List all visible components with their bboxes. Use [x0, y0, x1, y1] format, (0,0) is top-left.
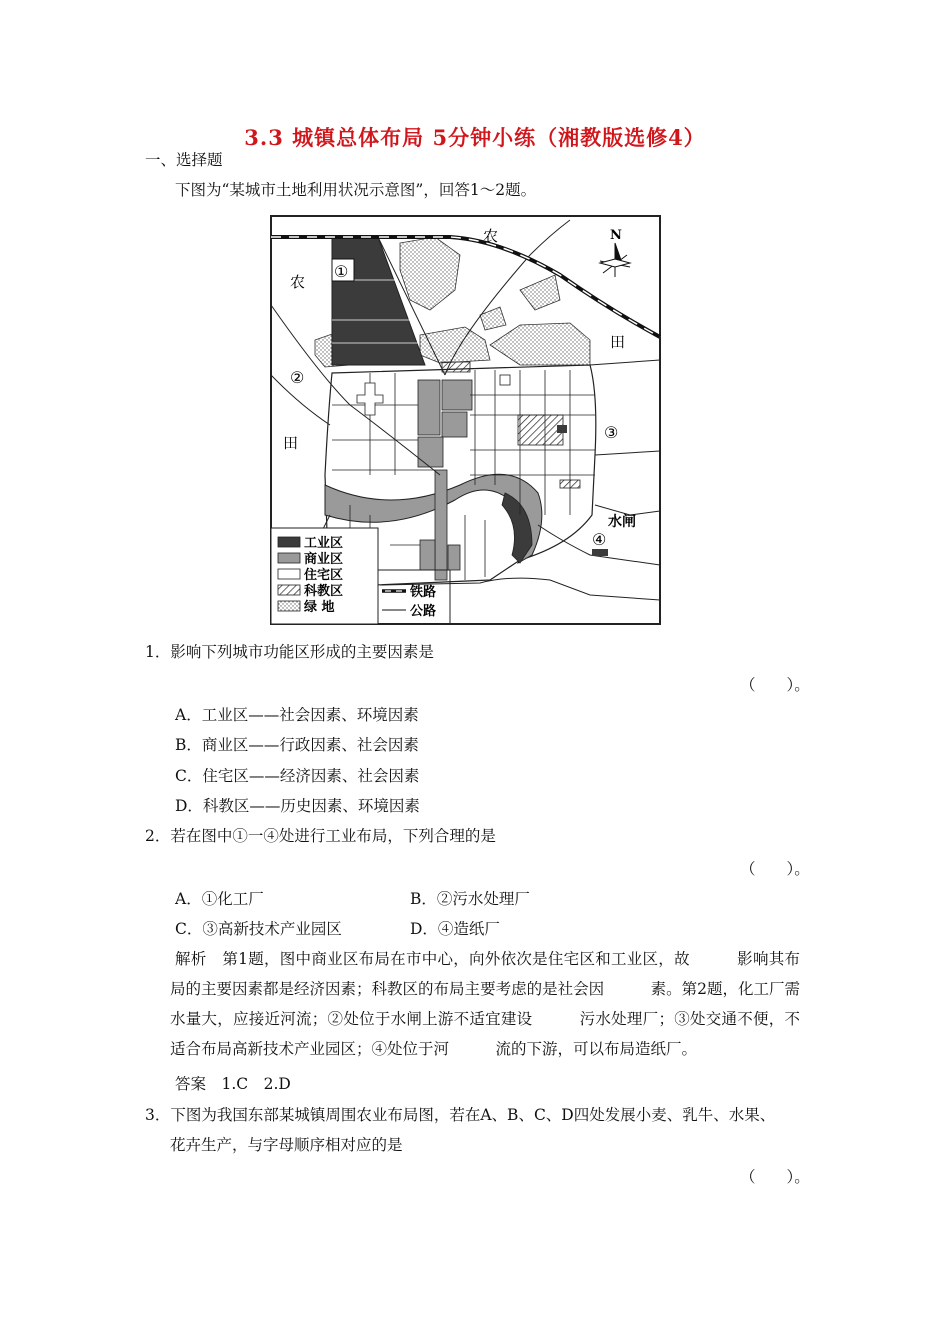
label-site-3: ③ [604, 423, 619, 442]
legend-education: 科教区 [304, 584, 344, 599]
q3-stem-line2: 花卉生产，与字母顺序相对应的是 [170, 1136, 403, 1154]
north-label: N [610, 228, 622, 243]
legend-road: 公路 [410, 604, 437, 619]
intro-text: 下图为“某城市土地利用状况示意图”，回答1～2题。 [175, 181, 537, 199]
label-nong-left: 农 [290, 273, 306, 291]
analysis-text: 解析 第1题，图中商业区布局在市中心，向外依次是住宅区和工业区，故 影响其布局的主要因素都是经济因素；科教区的布局主要考虑的是社会因 素。第2题，化工厂需水量大，应接近河流；②处位于水闸上游不适宜建设 污水处理厂；③处交通不便，不适合布局高新技术产业园区；④处位于河 流的下游，可以布局造纸厂。 [170, 950, 800, 1058]
answer-text: 答案 1.C 2.D [175, 1075, 291, 1093]
q1-option-a[interactable]: A．工业区——社会因素、环境因素 [175, 706, 419, 724]
legend-railway: 铁路 [410, 585, 437, 600]
legend-green: 绿 地 [304, 600, 335, 615]
legend-industrial: 工业区 [304, 536, 344, 551]
label-site-2: ② [290, 368, 305, 387]
q2-answer-blank[interactable]: （ ）。 [740, 860, 810, 878]
q2-option-c[interactable]: C．③高新技术产业园区 [175, 920, 342, 938]
label-site-1: ① [334, 262, 349, 281]
q2-option-a[interactable]: A．①化工厂 [175, 890, 264, 908]
q1-option-c[interactable]: C．住宅区——经济因素、社会因素 [175, 767, 420, 785]
label-site-4: ④ [592, 530, 607, 549]
q2-option-b[interactable]: B．②污水处理厂 [410, 890, 530, 908]
q3-stem-line1: 3．下图为我国东部某城镇周围农业布局图，若在A、B、C、D四处发展小麦、乳牛、水果、 [145, 1106, 776, 1124]
q1-stem: 1．影响下列城市功能区形成的主要因素是 [145, 643, 434, 661]
legend-residential: 住宅区 [304, 568, 344, 583]
legend-commercial: 商业区 [304, 552, 344, 567]
site-4-block [592, 549, 608, 556]
q1-answer-blank[interactable]: （ ）。 [740, 676, 810, 694]
q2-option-d[interactable]: D．④造纸厂 [410, 920, 500, 938]
section-heading: 一、选择题 [145, 151, 223, 169]
page-title: 3.3 城镇总体布局 5分钟小练（湘教版选修4） [244, 125, 706, 150]
label-sluice: 水闸 [608, 514, 636, 530]
label-nong-top: 农 [483, 227, 499, 245]
land-use-map [270, 215, 661, 625]
q1-option-b[interactable]: B．商业区——行政因素、社会因素 [175, 736, 419, 754]
label-tian-right: 田 [610, 333, 626, 351]
label-tian-left: 田 [283, 434, 299, 452]
q1-option-d[interactable]: D．科教区——历史因素、环境因素 [175, 797, 420, 815]
q3-answer-blank[interactable]: （ ）。 [740, 1168, 810, 1186]
q2-stem: 2．若在图中①一④处进行工业布局，下列合理的是 [145, 827, 496, 845]
